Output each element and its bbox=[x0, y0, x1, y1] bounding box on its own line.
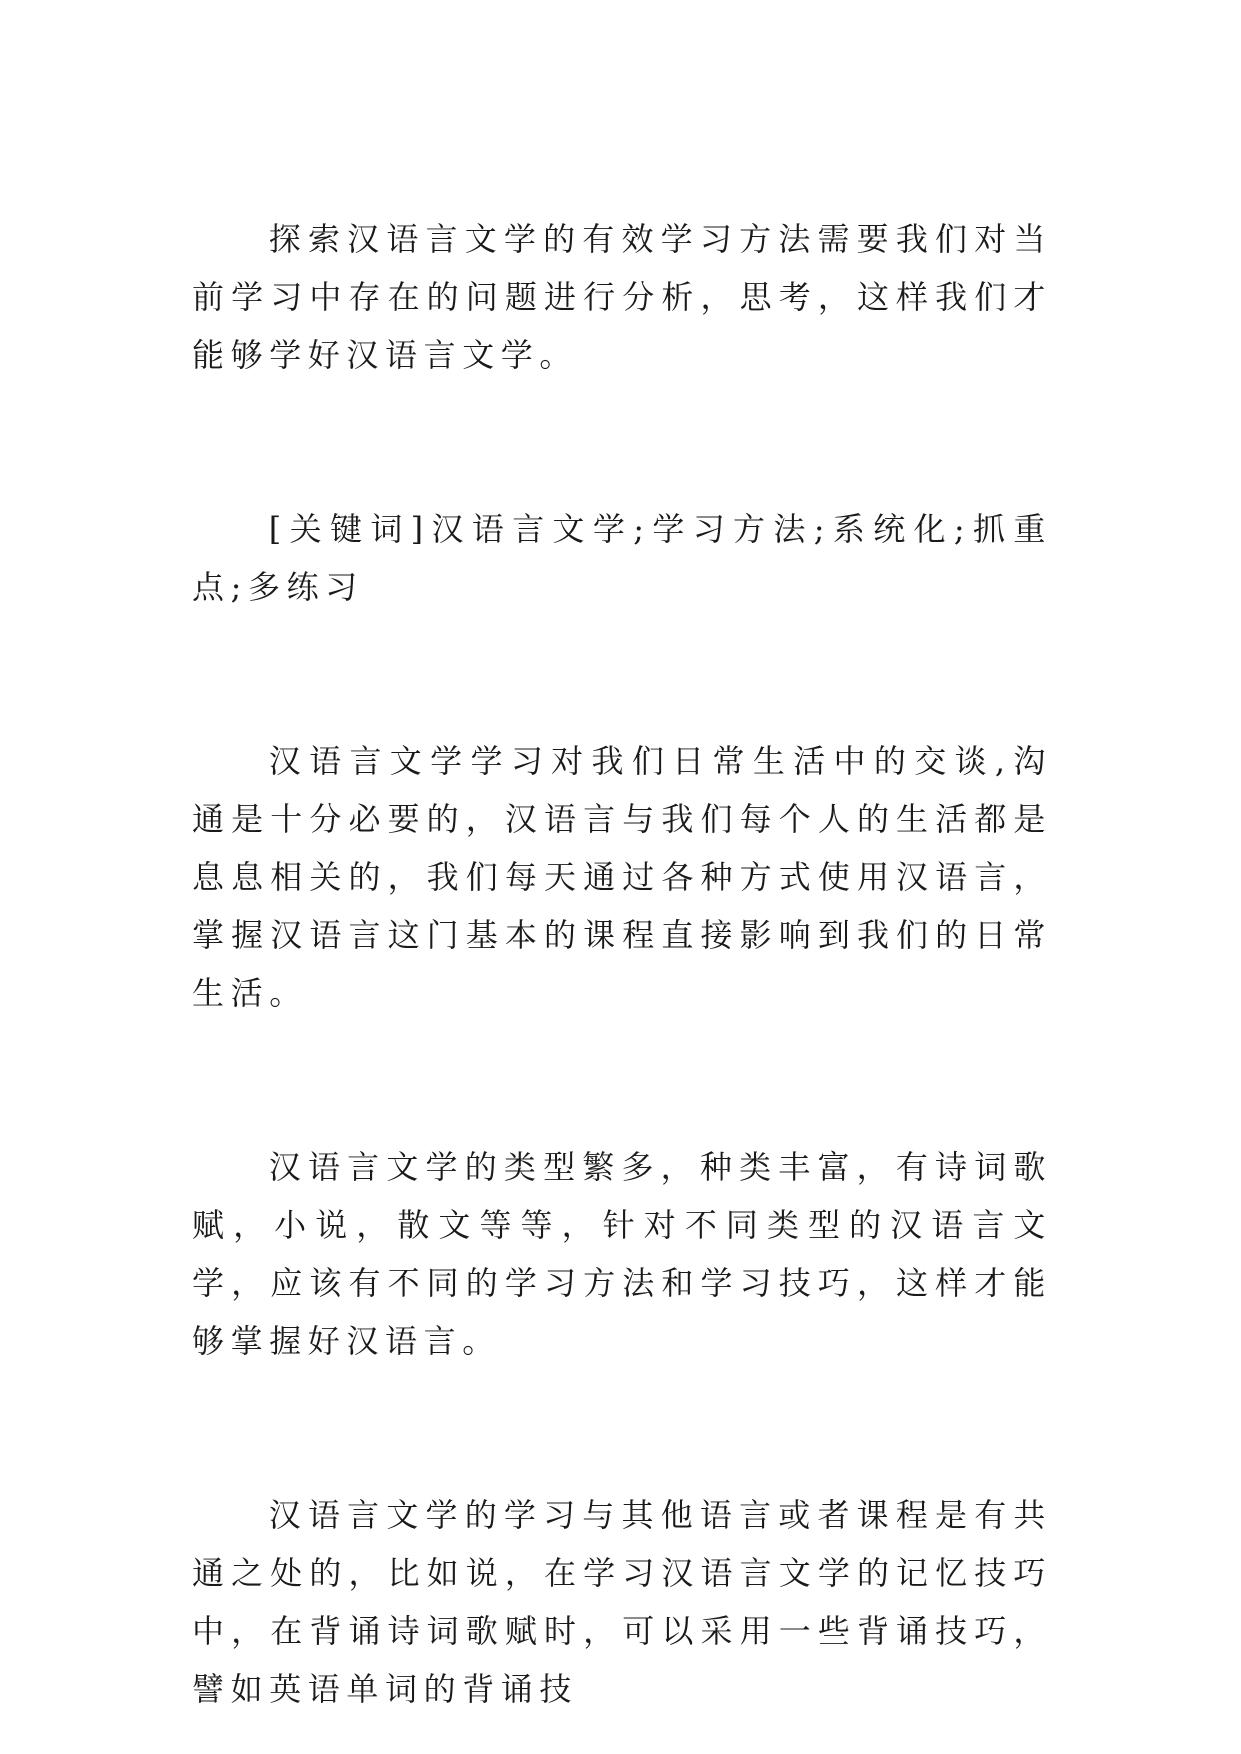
keywords-paragraph: [关键词]汉语言文学;学习方法;系统化;抓重点;多练习 bbox=[192, 510, 1052, 606]
body-paragraph: 汉语言文学学习对我们日常生活中的交谈,沟通是十分必要的，汉语言与我们每个人的生活都是息息相关的，我们每天通过各种方式使用汉语言，掌握汉语言这门基本的课程直接影响到我们的日常生活。 bbox=[192, 742, 1052, 1012]
document-body bbox=[192, 210, 1052, 1718]
body-paragraph: 汉语言文学的学习与其他语言或者课程是有共通之处的，比如说，在学习汉语言文学的记忆技巧中，在背诵诗词歌赋时，可以采用一些背诵技巧，譬如英语单词的背诵技 bbox=[192, 1496, 1052, 1708]
abstract-paragraph: 探索汉语言文学的有效学习方法需要我们对当前学习中存在的问题进行分析，思考，这样我们才能够学好汉语言文学。 bbox=[192, 220, 1052, 374]
body-paragraph: 汉语言文学的类型繁多，种类丰富，有诗词歌赋，小说，散文等等，针对不同类型的汉语言文学，应该有不同的学习方法和学习技巧，这样才能够掌握好汉语言。 bbox=[192, 1148, 1052, 1360]
